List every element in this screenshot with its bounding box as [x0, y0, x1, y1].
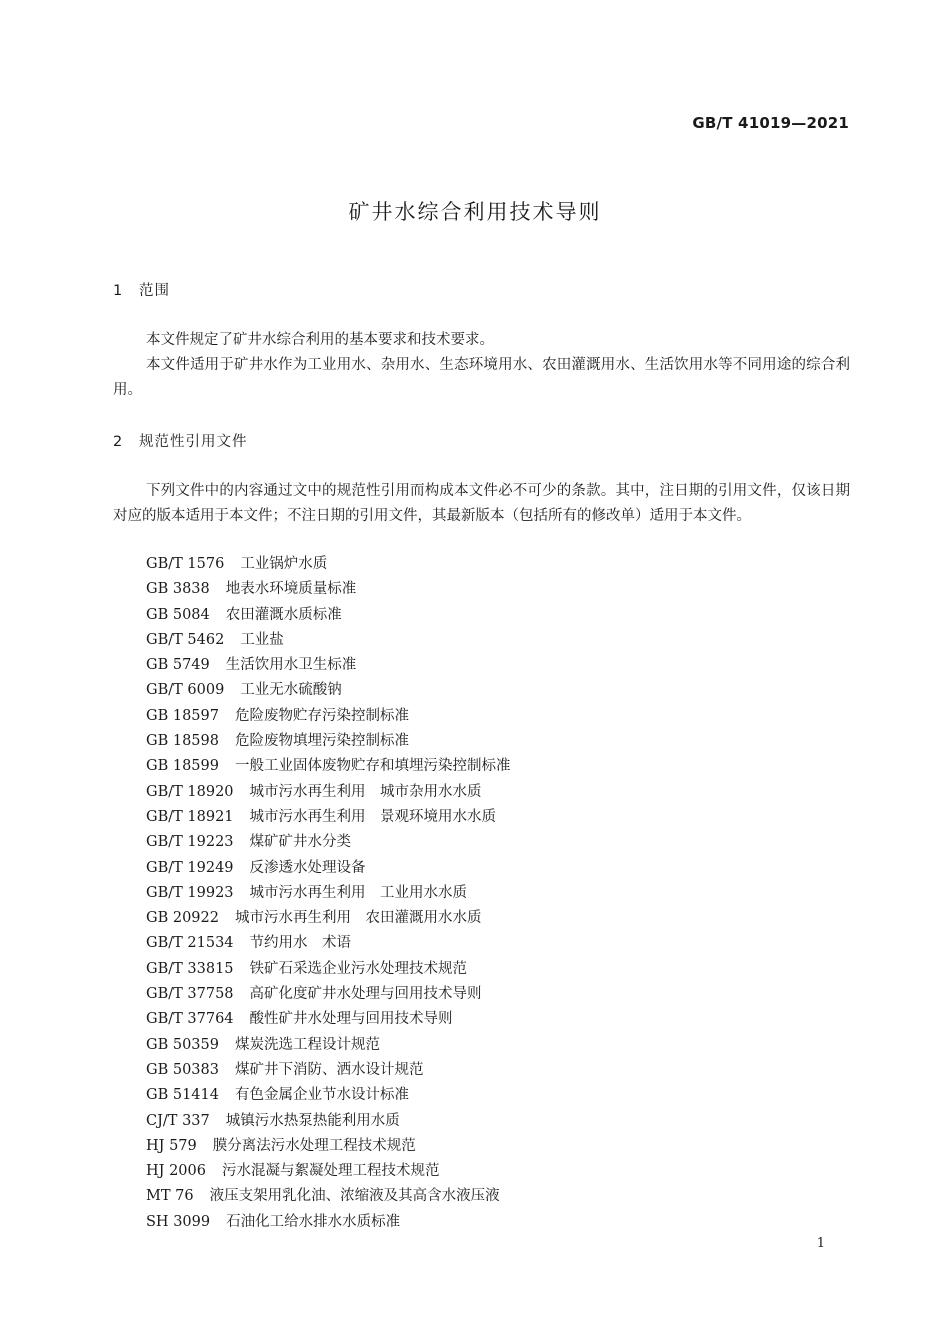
reference-item	[146, 704, 510, 729]
reference-code: GB/T 33815	[146, 960, 234, 977]
reference-code: GB/T 19223	[146, 834, 234, 851]
reference-title: 工业锅炉水质	[240, 556, 328, 572]
reference-code: GB 20922	[146, 910, 219, 927]
reference-code: GB/T 37764	[146, 1011, 234, 1028]
reference-item	[146, 856, 510, 881]
reference-code: GB 50359	[146, 1036, 219, 1053]
reference-item	[146, 1109, 510, 1134]
reference-title: 城市污水再生利用 工业用水水质	[249, 884, 468, 901]
document-title: 矿井水综合利用技术导则	[348, 200, 602, 224]
reference-code: GB/T 18920	[146, 783, 234, 800]
reference-title: 铁矿石采选企业污水处理技术规范	[249, 960, 468, 977]
section-1-heading	[113, 279, 170, 300]
reference-code: GB/T 19923	[146, 884, 234, 901]
reference-item	[146, 805, 510, 830]
reference-title: 液压支架用乳化油、浓缩液及其高含水液压液	[209, 1188, 500, 1205]
reference-item	[146, 1083, 510, 1108]
reference-title: 生活饮用水卫生标准	[225, 657, 357, 674]
section-title: 范围	[139, 283, 170, 299]
reference-code: CJ/T 337	[146, 1112, 210, 1129]
reference-title: 危险废物贮存污染控制标准	[234, 707, 409, 724]
reference-title: 污水混凝与絮凝处理工程技术规范	[221, 1163, 440, 1180]
reference-title: 城市污水再生利用 城市杂用水水质	[249, 783, 482, 800]
reference-item	[146, 1007, 510, 1032]
reference-code: MT 76	[146, 1188, 194, 1205]
reference-title: 高矿化度矿井水处理与回用技术导则	[249, 986, 482, 1003]
reference-title: 工业无水硫酸钠	[240, 682, 342, 699]
reference-item	[146, 1134, 510, 1159]
reference-list	[146, 552, 510, 1235]
reference-item	[146, 552, 510, 577]
reference-title: 一般工业固体废物贮存和填埋污染控制标准	[234, 758, 511, 775]
reference-code: GB/T 37758	[146, 986, 234, 1003]
reference-title: 城市污水再生利用 农田灌溉用水水质	[234, 910, 482, 927]
reference-item	[146, 1058, 510, 1083]
reference-code: GB/T 21534	[146, 935, 234, 952]
page-number: 1	[816, 1236, 825, 1251]
reference-item	[146, 628, 510, 653]
standard-number: GB/T 41019—2021	[692, 114, 849, 132]
reference-title: 农田灌溉水质标准	[225, 606, 342, 623]
reference-title: 工业盐	[240, 631, 284, 648]
reference-code: GB 18597	[146, 707, 219, 724]
reference-item	[146, 780, 510, 805]
reference-item	[146, 729, 510, 754]
reference-code: HJ 2006	[146, 1163, 206, 1180]
scope-paragraph-2: 本文件适用于矿井水作为工业用水、杂用水、生态环境用水、农田灌溉用水、生活饮用水等不同用途的综合利用。	[113, 357, 850, 398]
reference-code: SH 3099	[146, 1213, 211, 1230]
section-number: 1	[113, 283, 124, 299]
reference-item	[146, 1184, 510, 1209]
section-title: 规范性引用文件	[139, 434, 248, 450]
reference-code: GB 5749	[146, 657, 210, 674]
reference-code: GB/T 19249	[146, 859, 234, 876]
reference-title: 反渗透水处理设备	[249, 859, 366, 876]
reference-item	[146, 906, 510, 931]
reference-code: GB/T 1576	[146, 556, 225, 572]
reference-code: GB/T 5462	[146, 631, 225, 648]
reference-item	[146, 931, 510, 956]
reference-title: 膜分离法污水处理工程技术规范	[212, 1137, 416, 1154]
section-2-heading	[113, 430, 248, 451]
reference-item	[146, 982, 510, 1007]
reference-code: GB 18599	[146, 758, 219, 775]
reference-title: 煤矿矿井水分类	[249, 834, 352, 851]
reference-title: 煤矿井下消防、洒水设计规范	[234, 1061, 424, 1078]
reference-item	[146, 577, 510, 602]
reference-title: 酸性矿井水处理与回用技术导则	[249, 1011, 453, 1028]
reference-item	[146, 603, 510, 628]
reference-item	[146, 1210, 510, 1235]
reference-item	[146, 678, 510, 703]
reference-code: GB/T 18921	[146, 808, 234, 825]
reference-item	[146, 957, 510, 982]
section-number: 2	[113, 434, 124, 450]
reference-title: 煤炭洗选工程设计规范	[234, 1036, 380, 1053]
reference-item	[146, 881, 510, 906]
reference-code: GB/T 6009	[146, 682, 225, 699]
reference-item	[146, 1033, 510, 1058]
reference-title: 危险废物填埋污染控制标准	[234, 733, 409, 750]
reference-title: 地表水环境质量标准	[225, 581, 357, 598]
reference-code: GB 51414	[146, 1087, 219, 1104]
reference-code: GB 3838	[146, 581, 210, 598]
reference-code: GB 18598	[146, 733, 219, 750]
reference-code: GB 50383	[146, 1061, 219, 1078]
reference-title: 石油化工给水排水水质标准	[226, 1213, 401, 1230]
references-intro-paragraph: 下列文件中的内容通过文中的规范性引用而构成本文件必不可少的条款。其中，注日期的引用文件，仅该日期对应的版本适用于本文件；不注日期的引用文件，其最新版本（包括所有的修改单）适用于本文件。	[113, 483, 850, 524]
reference-title: 有色金属企业节水设计标准	[234, 1087, 409, 1104]
reference-code: HJ 579	[146, 1137, 197, 1154]
reference-item	[146, 653, 510, 678]
reference-title: 节约用水 术语	[249, 935, 352, 952]
reference-title: 城市污水再生利用 景观环境用水水质	[249, 808, 497, 825]
reference-item	[146, 830, 510, 855]
reference-item	[146, 754, 510, 779]
reference-code: GB 5084	[146, 606, 210, 623]
reference-title: 城镇污水热泵热能利用水质	[225, 1112, 400, 1129]
scope-paragraph-1: 本文件规定了矿井水综合利用的基本要求和技术要求。	[146, 332, 494, 348]
reference-item	[146, 1159, 510, 1184]
